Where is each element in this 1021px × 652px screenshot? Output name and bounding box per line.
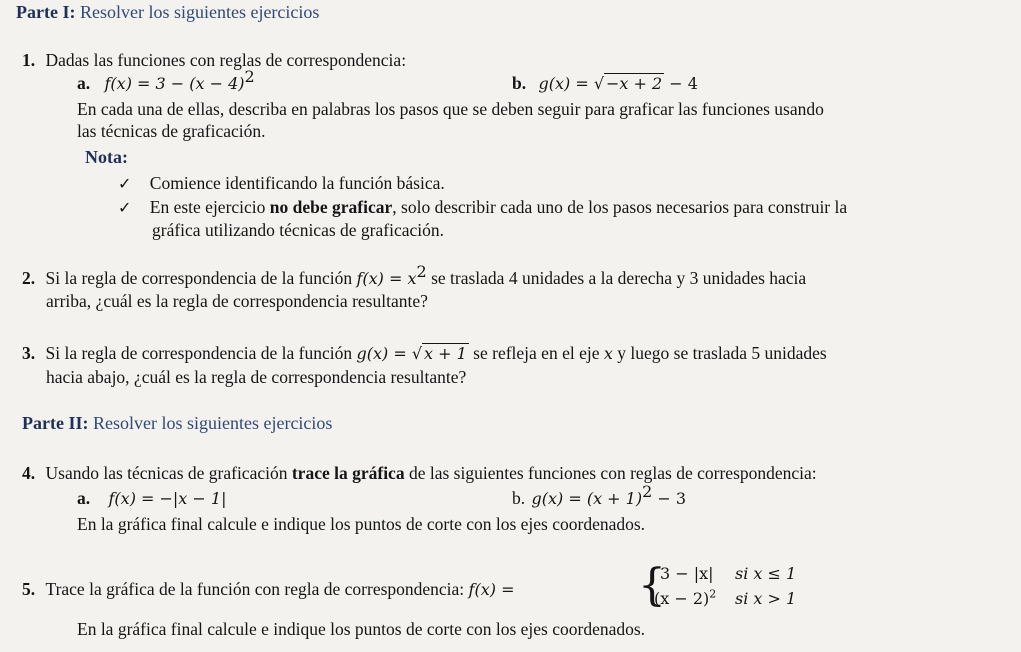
q4-post: de las siguientes funciones con reglas de correspondencia: (404, 463, 817, 483)
q5-number: 5. (22, 579, 36, 599)
q4-b-label: b. (512, 488, 526, 508)
q3-post: se refleja en el eje (468, 343, 604, 363)
q1-note1-text: Comience identificando la función básica. (149, 173, 445, 193)
q1-item-b (512, 72, 698, 95)
q3-radicand: x + 1 (424, 344, 467, 363)
q4-b-function: g(x) = (x + 1) (531, 489, 643, 508)
q4-item-b (512, 482, 687, 510)
q3-number: 3. (22, 343, 36, 363)
q5-function: f(x) = (468, 580, 515, 599)
q1-b-function-pre: g(x) = (538, 74, 594, 93)
q5-pre: Trace la gráfica de la función con regla de correspondencia: (45, 579, 469, 599)
q1-intro: Dadas las funciones con reglas de correspondencia: (45, 50, 407, 70)
part2-text: Resolver los siguientes ejercicios (92, 413, 333, 433)
q5-brace: { (638, 560, 666, 611)
q1-a-label: a. (77, 73, 91, 93)
q1-instruction-line2: las técnicas de graficación. (77, 121, 266, 141)
q1-b-function-post: − 4 (664, 74, 698, 93)
q5-piece2-row (654, 587, 797, 608)
q5-piece2: (x − 2) (654, 589, 710, 608)
q3-post2: y luego se traslada 5 unidades (612, 343, 827, 363)
q5-line2: En la gráfica final calcule e indique los puntos de corte con los ejes coordenados. (77, 619, 646, 639)
q1-nota-label: Nota: (85, 147, 128, 167)
q3-pre: Si la regla de correspondencia de la función (45, 343, 357, 363)
checkmark-icon: ✓ (118, 198, 132, 217)
q5-cond2: si x > 1 (735, 589, 797, 608)
part1-heading (16, 1, 319, 23)
q1-b-radicand: −x + 2 (606, 74, 663, 93)
q5-cond1: si x ≤ 1 (735, 564, 797, 583)
q4-item-a (77, 487, 226, 510)
part1-text: Resolver los siguientes ejercicios (79, 2, 320, 22)
q2-post: se traslada 4 unidades a la derecha y 3 unidades hacia (426, 268, 807, 288)
q1-item-a (77, 67, 255, 95)
sqrt-icon: √ (593, 74, 605, 93)
q2-pre: Si la regla de correspondencia de la función (45, 268, 357, 288)
sqrt-icon: √ (411, 344, 423, 363)
q5-line1 (22, 578, 514, 601)
part2-label: Parte II: (22, 413, 89, 433)
part2-heading (22, 412, 332, 434)
q1-a-exponent: 2 (244, 67, 255, 87)
q5-piece1-row (660, 564, 797, 583)
q5-piece2-exponent: 2 (709, 587, 717, 601)
q4-b-exponent: 2 (642, 482, 653, 502)
q1-note1 (118, 172, 445, 195)
q4-b-post: − 3 (652, 489, 687, 508)
q2-line1 (22, 262, 807, 290)
q1-note2-pre: En este ejercicio (149, 197, 270, 217)
q3-function-pre: g(x) = (356, 344, 412, 363)
q2-exponent: 2 (416, 262, 427, 282)
q4-number: 4. (22, 463, 36, 483)
q2-number: 2. (22, 268, 36, 288)
q4-line1 (22, 462, 817, 484)
q1-a-function: f(x) = 3 − (x − 4) (104, 74, 245, 93)
q1-note2-post: , solo describir cada uno de los pasos necesarios para construir la (392, 197, 848, 217)
part1-label: Parte I: (16, 2, 76, 22)
q1-note2-cont: gráfica utilizando técnicas de graficación. (152, 220, 444, 240)
q3-line1 (22, 342, 827, 365)
q4-a-label: a. (77, 488, 91, 508)
q3-axis: x (603, 344, 613, 363)
q1-number: 1. (22, 50, 36, 70)
q1-note2-bold: no debe graficar (269, 197, 393, 217)
q4-bold: trace la gráfica (291, 463, 405, 483)
q1-b-label: b. (512, 73, 527, 93)
q2-function: f(x) = x (356, 269, 417, 288)
q1-instruction-line1: En cada una de ellas, describa en palabras los pasos que se deben seguir para graficar las funciones usando (77, 99, 824, 119)
q4-pre: Usando las técnicas de graficación (45, 463, 292, 483)
q4-line3: En la gráfica final calcule e indique los puntos de corte con los ejes coordenados. (77, 514, 646, 534)
q2-line2: arriba, ¿cuál es la regla de correspondencia resultante? (46, 291, 428, 311)
q1-note2 (118, 196, 847, 219)
checkmark-icon: ✓ (118, 174, 132, 193)
q1-intro-line (22, 49, 406, 71)
q3-line2: hacia abajo, ¿cuál es la regla de correspondencia resultante? (46, 367, 467, 387)
q4-a-function: f(x) = −|x − 1| (108, 489, 227, 508)
q5-piece1: 3 − |x| (660, 564, 714, 583)
